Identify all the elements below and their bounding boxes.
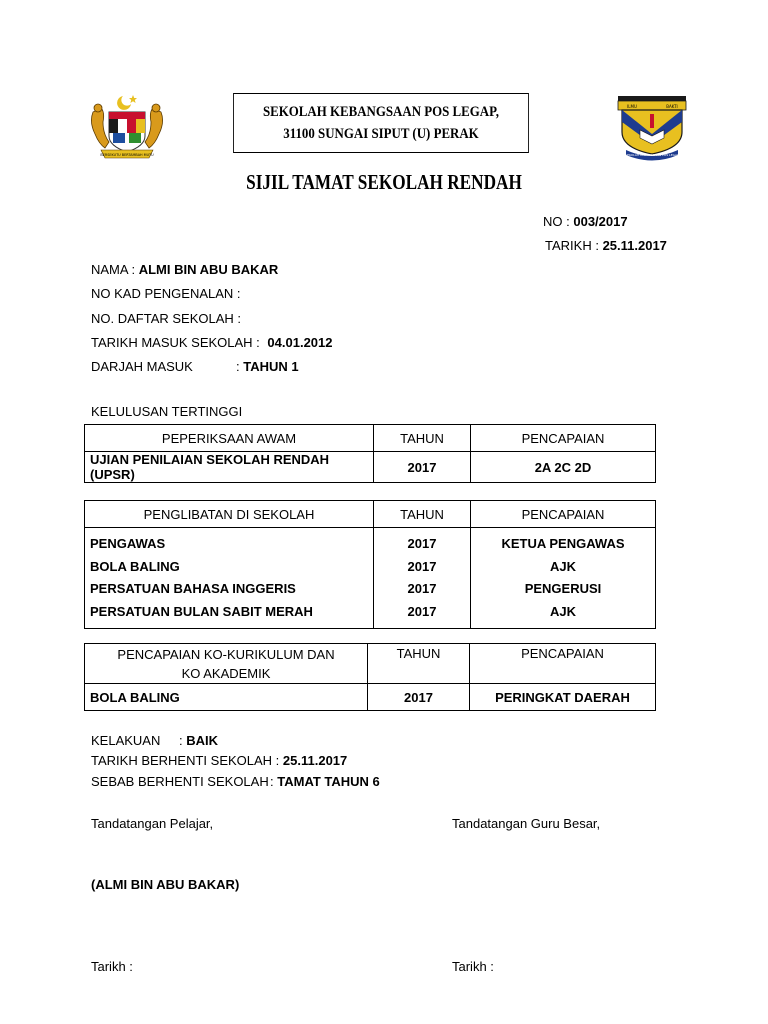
cocurricular-table [84, 643, 656, 711]
entry-date-row [91, 335, 333, 350]
entry-class-label: DARJAH MASUK [91, 359, 193, 374]
school-ribbon-text: SEKOLAH KEBANGSAAN POS LEGAP [625, 153, 679, 157]
conduct-row [91, 733, 219, 748]
involvement-header-result: PENCAPAIAN [471, 501, 656, 528]
exam-table [84, 424, 656, 483]
issue-date-value: 25.11.2017 [602, 238, 667, 253]
cocurricular-header-line2: KO AKADEMIK [181, 666, 271, 681]
table-row [85, 684, 656, 711]
national-motto: BERSEKUTU BERTAMBAH MUTU [100, 153, 154, 157]
issue-date [545, 238, 667, 253]
cocurricular-header-line1: PENCAPAIAN KO-KURIKULUM DAN [117, 647, 335, 662]
reference-number-value: 003/2017 [573, 214, 628, 229]
student-signature-label: Tandatangan Pelajar, [91, 816, 214, 831]
exam-header-exam: PEPERIKSAAN AWAM [85, 425, 374, 452]
list-item: AJK [549, 603, 576, 619]
involvement-header-activity: PENGLIBATAN DI SEKOLAH [85, 501, 374, 528]
exam-header-result: PENCAPAIAN [471, 425, 656, 452]
entry-class-separator: : [236, 359, 240, 374]
issue-date-label: TARIKH : [545, 238, 599, 253]
certificate-title: SIJIL TAMAT SEKOLAH RENDAH [246, 170, 522, 194]
entry-class-separator-and-value [236, 359, 299, 374]
involvement-header-year: TAHUN [374, 501, 471, 528]
involvement-result-cell [471, 528, 656, 629]
entry-class-row [91, 359, 299, 374]
involvement-activity-cell [85, 528, 374, 629]
school-name-line1: SEKOLAH KEBANGSAAN POS LEGAP, [262, 104, 500, 120]
involvement-year-cell [374, 528, 471, 629]
cocurricular-year: 2017 [368, 684, 470, 711]
exam-name: UJIAN PENILAIAN SEKOLAH RENDAH (UPSR) [85, 452, 374, 483]
school-name-line2: 31100 SUNGAI SIPUT (U) PERAK [283, 126, 479, 142]
leave-reason-value: TAMAT TAHUN 6 [277, 774, 380, 789]
list-item: BOLA BALING [90, 558, 180, 574]
exam-table-header [85, 425, 656, 452]
cocurricular-activity: BOLA BALING [85, 684, 368, 711]
list-item: PENGERUSI [524, 581, 602, 596]
cocurricular-header-year: TAHUN [368, 644, 470, 684]
student-name-value: ALMI BIN ABU BAKAR [138, 262, 279, 277]
cocurricular-result: PERINGKAT DAERAH [470, 684, 656, 711]
involvement-table [84, 500, 656, 629]
reference-number-label: NO : [543, 214, 570, 229]
headmaster-signature-date: Tarikh : [452, 959, 494, 974]
list-item: PERSATUAN BAHASA INGGERIS [90, 581, 296, 596]
cocurricular-header-activity [85, 644, 368, 684]
qualification-heading: KELULUSAN TERTINGGI [91, 404, 243, 419]
conduct-value: BAIK [186, 733, 219, 748]
list-item: AJK [549, 558, 576, 574]
leave-reason-row [91, 774, 380, 789]
cocurricular-table-header [85, 644, 656, 684]
conduct-separator-and-value [179, 733, 218, 748]
leave-reason-separator: : [270, 774, 274, 789]
ic-number-label: NO KAD PENGENALAN : [91, 286, 241, 301]
cocurricular-header-result: PENCAPAIAN [470, 644, 656, 684]
reference-number [543, 214, 628, 229]
conduct-separator: : [179, 733, 183, 748]
list-item: 2017 [407, 603, 437, 619]
list-item: PERSATUAN BULAN SABIT MERAH [90, 603, 313, 619]
headmaster-signature-label: Tandatangan Guru Besar, [452, 816, 601, 831]
list-item: 2017 [407, 558, 437, 574]
list-item: PENGAWAS [90, 536, 166, 551]
banner-right-text: BAKTI [666, 104, 678, 109]
exam-result: 2A 2C 2D [471, 452, 656, 483]
leave-reason-label: SEBAB BERHENTI SEKOLAH [91, 774, 269, 789]
school-register-label: NO. DAFTAR SEKOLAH : [91, 311, 242, 326]
list-item: 2017 [407, 536, 437, 551]
table-row [85, 452, 656, 483]
leave-date-label: TARIKH BERHENTI SEKOLAH : [91, 753, 280, 768]
exam-header-year: TAHUN [374, 425, 471, 452]
exam-year: 2017 [374, 452, 471, 483]
student-name-row [91, 262, 278, 277]
involvement-table-header [85, 501, 656, 528]
entry-date-label: TARIKH MASUK SEKOLAH : [91, 335, 260, 350]
school-name-box [233, 93, 529, 153]
leave-date-value: 25.11.2017 [282, 753, 348, 768]
leave-reason-separator-and-value [270, 774, 380, 789]
student-signature-name: (ALMI BIN ABU BAKAR) [91, 877, 240, 892]
conduct-label: KELAKUAN [91, 733, 161, 748]
leave-date-row [91, 753, 347, 768]
list-item: 2017 [407, 581, 437, 596]
table-row [85, 528, 656, 629]
student-name-label: NAMA : [91, 262, 136, 277]
student-signature-date: Tarikh : [91, 959, 133, 974]
banner-left-text: ILMU [627, 104, 637, 109]
national-coat-of-arms-icon [87, 92, 167, 162]
list-item: KETUA PENGAWAS [501, 536, 625, 551]
entry-class-value: TAHUN 1 [243, 359, 299, 374]
entry-date-value: 04.01.2012 [267, 335, 333, 350]
school-crest-icon [612, 92, 692, 162]
